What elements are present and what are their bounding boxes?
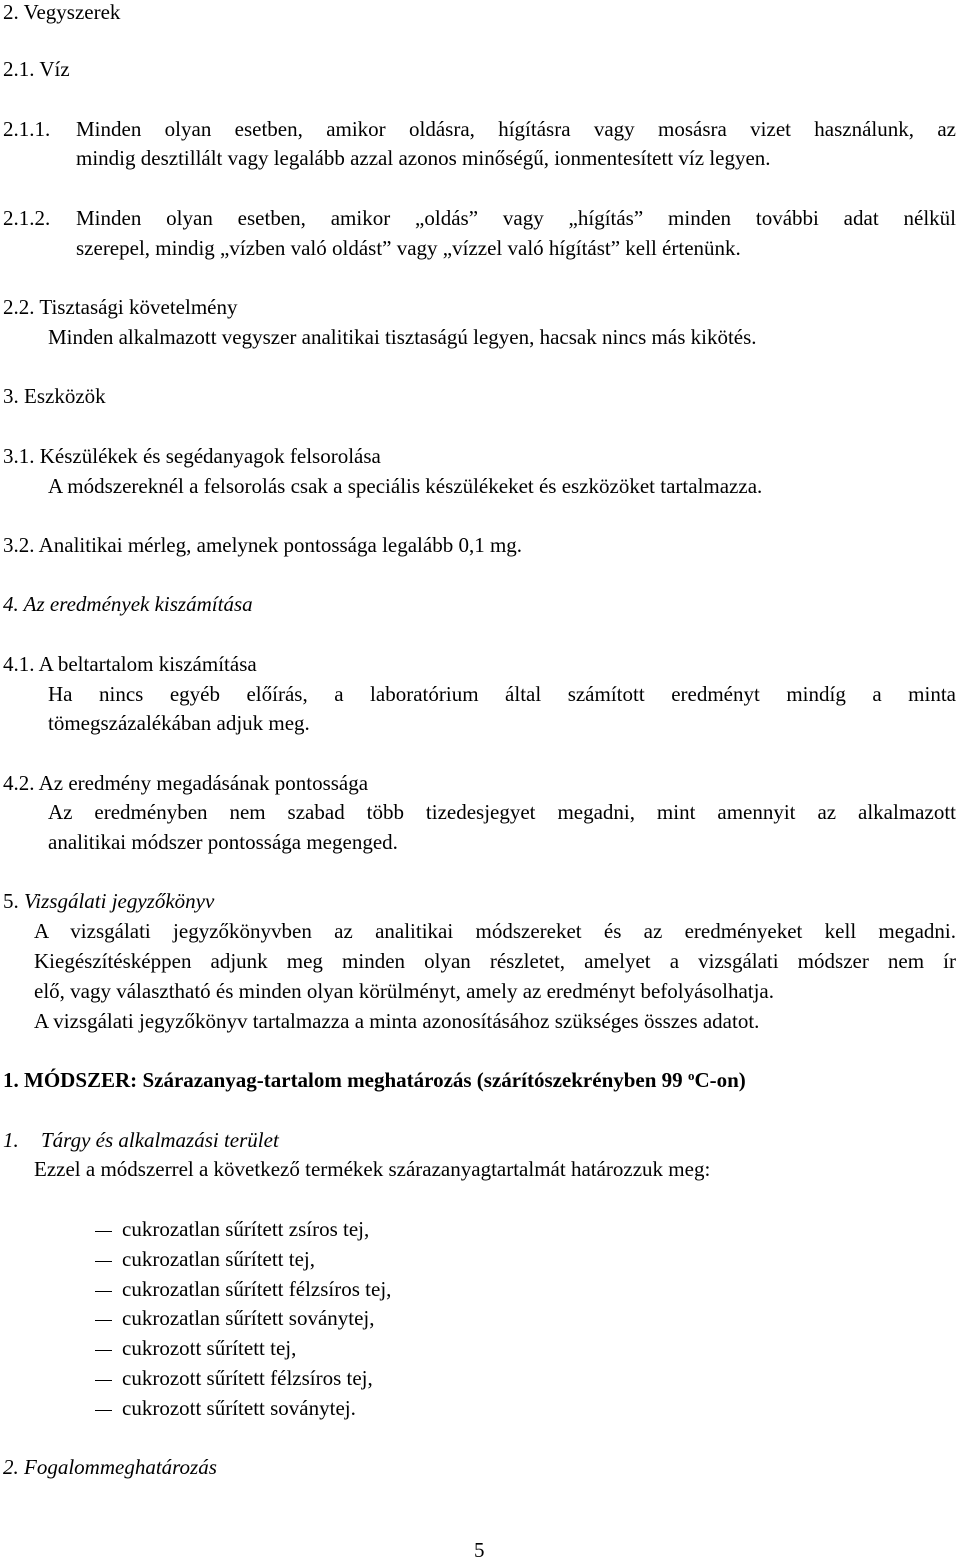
paragraph-4-2-line-1: Az eredményben nem szabad több tizedesjegyet megadni, mint amennyit az alkalmazott [48,800,956,824]
paragraph-2-1-2-line-1: Minden olyan esetben, amikor „oldás” vagy „hígítás” minden további adat nélkül [76,206,956,230]
list-item: cukrozatlan sűrített zsíros tej, [122,1217,370,1241]
list-item: cukrozott sűrített soványtej. [122,1396,356,1420]
paragraph-3-1: A módszereknél a felsorolás csak a speciális készülékeket és eszközöket tartalmazza. [48,474,763,498]
definitions-heading: 2. Fogalommeghatározás [3,1455,217,1479]
section-heading-2-1: 2.1. Víz [3,57,70,81]
paragraph-5-line-3: elő, vagy választható és minden olyan körülményt, amely az eredményt befolyásolhatja. [34,979,775,1003]
scope-heading [3,1128,279,1153]
method-title [3,1068,746,1093]
paragraph-3-2: 3.2. Analitikai mérleg, amelynek pontossága legalább 0,1 mg. [3,533,523,557]
list-item: cukrozatlan sűrített félzsíros tej, [122,1277,392,1301]
section-title-5: Vizsgálati jegyzőkönyv [24,889,215,913]
paragraph-4-1-line-1: Ha nincs egyéb előírás, a laboratórium által számított eredményt mindíg a minta [48,682,956,706]
page-number: 5 [474,1538,485,1562]
scope-number: 1. [3,1128,19,1152]
list-item: cukrozatlan sűrített soványtej, [122,1306,375,1330]
method-title-prefix: 1. MÓDSZER: [3,1068,138,1092]
list-dash [95,1320,112,1321]
list-item: cukrozott sűrített tej, [122,1336,297,1360]
section-heading-4-2: 4.2. Az eredmény megadásának pontossága [3,771,369,795]
list-dash [95,1231,112,1232]
paragraph-5-line-2: Kiegészítésképpen adjunk meg minden olyan részletet, amelyet a vizsgálati módszer nem ír [34,949,956,973]
paragraph-5-line-1: A vizsgálati jegyzőkönyvben az analitikai módszereket és az eredményeket kell megadni. [34,919,956,943]
section-number-5: 5. [3,889,19,913]
item-number-2-1-1: 2.1.1. [3,117,51,141]
paragraph-2-1-1-line-1: Minden olyan esetben, amikor oldásra, hígításra vagy mosásra vizet használunk, az [76,117,956,141]
list-item: cukrozatlan sűrített tej, [122,1247,316,1271]
method-title-suffix: C-on) [694,1068,746,1092]
section-heading-3-1: 3.1. Készülékek és segédanyagok felsorolása [3,444,381,468]
paragraph-2-1-1-line-2: mindig desztillált vagy legalább azzal azonos minőségű, ionmentesített víz legyen. [76,146,771,170]
paragraph-5-line-4: A vizsgálati jegyzőkönyv tartalmazza a minta azonosításához szükséges összes adatot. [34,1009,760,1033]
list-dash [95,1410,112,1411]
scope-intro: Ezzel a módszerrel a következő termékek szárazanyagtartalmát határozzuk meg: [34,1157,711,1181]
section-heading-3: 3. Eszközök [3,384,106,408]
section-heading-2-2: 2.2. Tisztasági követelmény [3,295,238,319]
paragraph-4-2-line-2: analitikai módszer pontossága megenged. [48,830,398,854]
section-heading-4-1: 4.1. A beltartalom kiszámítása [3,652,257,676]
section-heading-4: 4. Az eredmények kiszámítása [3,592,253,616]
list-dash [95,1291,112,1292]
paragraph-4-1-line-2: tömegszázalékában adjuk meg. [48,711,310,735]
degree-sign: o [687,1068,695,1083]
section-heading-5 [3,889,214,914]
list-dash [95,1350,112,1351]
scope-title: Tárgy és alkalmazási terület [41,1128,279,1152]
list-dash [95,1261,112,1262]
paragraph-2-1-2-line-2: szerepel, mindig „vízben való oldást” vagy „vízzel való hígítást” kell értenünk. [76,236,741,260]
list-item: cukrozott sűrített félzsíros tej, [122,1366,373,1390]
method-title-text: Szárazanyag-tartalom meghatározás (szárítószekrényben 99 [137,1068,688,1092]
paragraph-2-2: Minden alkalmazott vegyszer analitikai tisztaságú legyen, hacsak nincs más kikötés. [48,325,757,349]
item-number-2-1-2: 2.1.2. [3,206,51,230]
section-heading-2: 2. Vegyszerek [3,0,121,24]
list-dash [95,1380,112,1381]
